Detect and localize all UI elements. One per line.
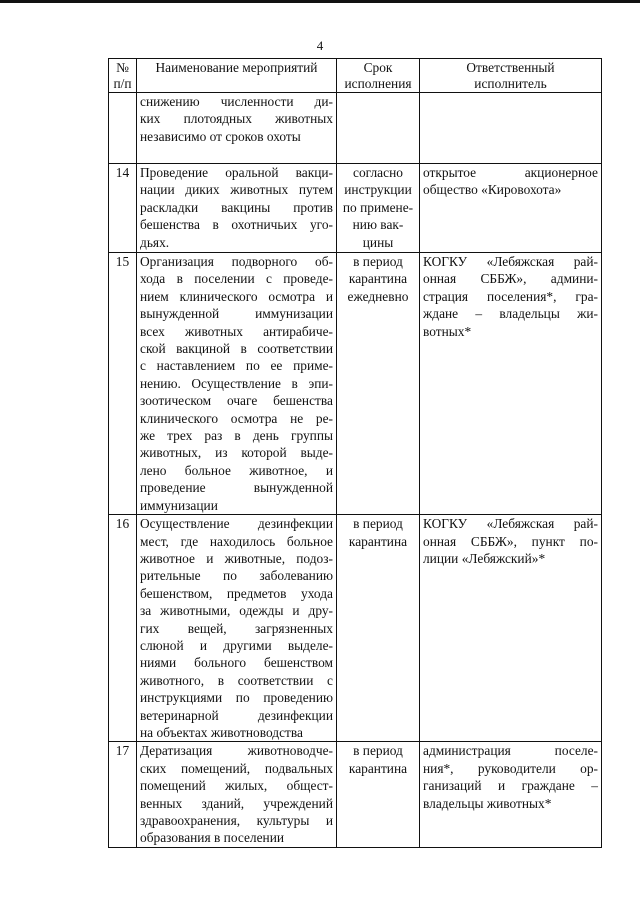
measure-responsible-cell <box>420 742 602 847</box>
measure-term-line: по примене- <box>342 199 414 215</box>
measure-term-line: карантина <box>348 760 408 776</box>
measure-name-line: слюной и другими выделе- <box>140 637 333 653</box>
measure-name-line: иммунизации <box>140 497 218 513</box>
measure-term-cell <box>337 164 420 253</box>
table-row <box>109 164 602 253</box>
measure-term-line: в период <box>353 516 403 532</box>
header-term-line: Срок <box>363 60 393 75</box>
measure-name-line: ской вакциной в соответствии <box>140 341 333 357</box>
measure-term-line: цины <box>362 234 394 250</box>
measure-responsible-line: онная СББЖ», пункт по- <box>423 533 598 549</box>
measure-name-line: клинического осмотра не ре- <box>140 410 333 426</box>
table-row <box>109 742 602 847</box>
measure-responsible-line: вотных* <box>423 323 472 339</box>
header-responsible-line: исполнитель <box>474 76 547 91</box>
measure-name-line: рительные по заболеванию <box>140 568 333 584</box>
measure-name-line: Дератизация животноводче- <box>140 743 333 759</box>
measure-responsible-line: лиции «Лебяжский»* <box>423 550 546 566</box>
measure-name-line: хода в поселении с проведе- <box>140 271 333 287</box>
measure-responsible-line: страция поселения*, гра- <box>423 288 598 304</box>
row-number <box>109 93 137 164</box>
measure-responsible-line: администрация поселе- <box>423 743 598 759</box>
measure-name-line: ветеринарной дезинфекции <box>140 707 333 723</box>
measure-term-line: ежедневно <box>347 288 409 304</box>
measure-name-line: Осуществление дезинфекции <box>140 516 333 532</box>
measure-name-line: зоотическом очаге бешенства <box>140 393 333 409</box>
row-number: 17 <box>109 742 137 847</box>
measure-name-line: с наставлением по ее приме- <box>140 358 333 374</box>
measure-name-cell <box>137 93 337 164</box>
row-number: 16 <box>109 515 137 742</box>
measure-name-line: же трех раз в день группы <box>140 428 333 444</box>
measure-term-line: инструкции <box>344 182 412 198</box>
measure-name-line: мест, где находилось больное <box>140 533 333 549</box>
measure-responsible-line: ния*, руководители ор- <box>423 760 598 776</box>
measure-responsible-line: КОГКУ «Лебяжская рай- <box>423 516 598 532</box>
measure-name-line: вынужденной иммунизации <box>140 306 333 322</box>
measure-name-line: животное и животные, подоз- <box>140 550 333 566</box>
measure-name-cell <box>137 515 337 742</box>
header-responsible <box>420 59 602 93</box>
measure-responsible-cell <box>420 253 602 515</box>
measure-responsible-line: ждане – владельцы жи- <box>423 306 598 322</box>
measure-name-line: нации диких животных путем <box>140 182 333 198</box>
measure-term-cell <box>337 742 420 847</box>
measure-name-line: образования в поселении <box>140 830 285 846</box>
measure-name-line: животного, в соответствии с <box>140 672 333 688</box>
measure-responsible-line: общество «Кировохота» <box>423 182 562 198</box>
measure-name-line: бешенством, предметов ухода <box>140 585 333 601</box>
measure-term-cell <box>337 515 420 742</box>
measure-responsible-line: КОГКУ «Лебяжская рай- <box>423 254 598 269</box>
row-number: 14 <box>109 164 137 253</box>
measure-responsible-cell <box>420 515 602 742</box>
measure-name-line: ских помещений, подвальных <box>140 760 333 776</box>
measure-name-line: здравоохранения, культуры и <box>140 813 333 828</box>
measure-name-line: Проведение оральной вакци- <box>140 165 333 180</box>
measure-responsible-line: ганизаций и граждане – <box>423 778 598 794</box>
measure-name-line: нению. Осуществление в эпи- <box>140 375 333 391</box>
measure-term-cell <box>337 93 420 164</box>
measure-term-line: карантина <box>348 533 408 549</box>
measure-name-cell <box>137 253 337 515</box>
measure-term-line: в период <box>353 254 403 269</box>
table-row <box>109 515 602 742</box>
measure-term-line: нию вак- <box>352 217 404 233</box>
measure-name-line: дьях. <box>140 234 170 250</box>
measure-responsible-line: онная СББЖ», админи- <box>423 271 598 287</box>
measure-responsible-line: открытое акционерное <box>423 165 598 180</box>
measure-name-line: животных, из которой выде- <box>140 445 333 461</box>
measure-name-line: проведение вынужденной <box>140 480 333 496</box>
table-header-row <box>109 59 602 93</box>
table-row <box>109 93 602 164</box>
table-row <box>109 253 602 515</box>
measure-name-line: бешенства в охотничьих уго- <box>140 217 333 233</box>
page-number: 4 <box>316 38 324 53</box>
measure-name-line: гих вещей, загрязненных <box>140 620 333 636</box>
measure-term-line: карантина <box>348 271 408 287</box>
measure-name-cell <box>137 164 337 253</box>
measure-term-line: согласно <box>353 165 403 180</box>
measure-name-line: независимо от сроков охоты <box>140 128 301 144</box>
header-responsible-line: Ответственный <box>466 60 555 75</box>
measure-name-line: Организация подворного об- <box>140 254 333 269</box>
measure-name-line: инструкциями по проведению <box>140 690 333 706</box>
header-name <box>137 59 337 93</box>
measure-name-line: лено больное животное, и <box>140 462 333 478</box>
measure-name-line: ниями больного бешенством <box>140 655 333 671</box>
measure-name-line: всех животных антирабиче- <box>140 323 333 339</box>
measure-name-line: на объектах животноводства <box>140 724 303 740</box>
header-term <box>337 59 420 93</box>
row-number: 15 <box>109 253 137 515</box>
measure-term-cell <box>337 253 420 515</box>
header-num-line: № <box>116 60 129 75</box>
measure-name-line: венных зданий, учреждений <box>140 795 333 811</box>
measure-name-line: раскладки вакцины против <box>140 199 333 215</box>
header-num <box>109 59 137 93</box>
measure-name-line: помещений жилых, общест- <box>140 778 333 794</box>
measure-term-line: в период <box>353 743 403 759</box>
header-term-line: исполнения <box>344 76 412 91</box>
header-num-line: п/п <box>113 76 132 91</box>
measures-table <box>108 58 602 848</box>
top-border-line <box>0 0 640 3</box>
measure-name-line: ких плотоядных животных <box>140 111 333 127</box>
measure-responsible-cell <box>420 93 602 164</box>
measure-responsible-cell <box>420 164 602 253</box>
measure-name-line: нием клинического осмотра и <box>140 288 333 304</box>
measure-name-line: снижению численности ди- <box>140 94 333 109</box>
header-name-line: Наименование мероприятий <box>155 60 318 75</box>
measure-name-cell <box>137 742 337 847</box>
measure-responsible-line: владельцы животных* <box>423 795 552 811</box>
measure-name-line: за животными, одежды и дру- <box>140 603 333 619</box>
